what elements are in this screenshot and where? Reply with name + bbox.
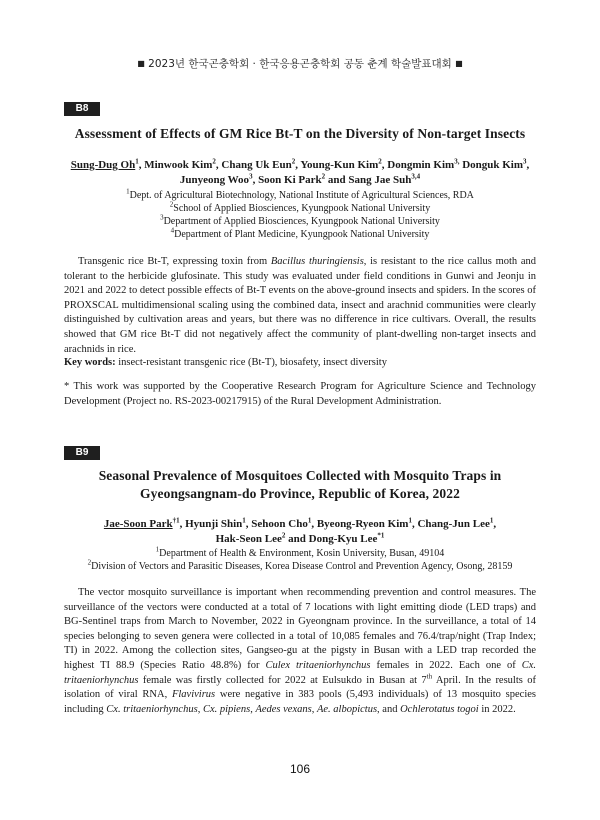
page-number: 106 <box>289 762 311 776</box>
b8-funding-note: * This work was supported by the Cooperative Research Program for Agriculture Science and Technology Development (Project no. RS-2023-00217915) of the Rural Development Administration. <box>64 381 536 407</box>
b9-affiliations: $^1$Department of Health & Environment, Kosin University, Busan, 49104 $^2$Division of Vectors and Parasitic Diseases, Korea Disease Control and Prevention Agency, Osong, 28159 <box>87 545 513 572</box>
header-text: 2023년 한국곤충학회 · 한국응용곤충학회 공동 춘계 학술발표대회 <box>148 58 452 70</box>
b8-title: Assessment of Effects of GM Rice Bt-T on the Diversity of Non-target Insects <box>74 126 526 141</box>
b9-authors: Jae-Soon Park$^{\dagger 1}$, Hyunji Shin$^1$, Sehoon Cho$^1$, Byeong-Ryeon Kim$^1$, Chang-Jun Lee$^1$, Hak-Seon Lee$^2$ and Dong-Kyu Lee$^{*1}$ <box>103 516 497 545</box>
b8-authors: Sung-Dug Oh$^1$, Minwook Kim$^2$, Chang Uk Eun$^2$, Young-Kun Kim$^2$, Dongmin Kim$^{3,}$ Donguk Kim$^3$, Junyeong Woo$^3$, Soon Ki Park$^2$ and Sang Jae Suh$^{3,4}$ <box>70 157 530 186</box>
square-bullet-icon: ■ <box>137 59 145 68</box>
section-badge-b9: B9 <box>64 446 100 460</box>
b8-keywords: Key words: insect-resistant transgenic rice (Bt-T), biosafety, insect diversity <box>64 357 387 368</box>
b8-affiliations: $^1$Dept. of Agricultural Biotechnology, National Institute of Agricultural Sciences, RDA $^2$School of Applied Biosciences, Kyungpook National University $^3$Department of Applied Biosciences, Kyungpook National University $^4$Department of Plant Medicine, Kyungpook National University <box>126 187 474 240</box>
running-header <box>0 56 600 71</box>
square-bullet-icon: ■ <box>455 59 463 68</box>
section-badge-b8: B8 <box>64 102 100 116</box>
b8-abstract: Transgenic rice Bt-T, expressing toxin from Bacillus thuringiensis, is resistant to the rice callus moth and tolerant to the herbicide glufosinate. This study was evaluated under field conditions in Gunwi and Jeonju in 2021 and 2022 to detect possible effects of Bt-T events on the above-ground insects and spiders. In the scores of PROXSCAL multidimensional scaling using the combined data, insect and arachnid communities were clearly distinguished by cultivation areas and years, but there was no difference in rice cultivars. Overall, the results showed that GM rice Bt-T did not negatively affect the community of plant-dwelling non-target insects and arachnids in rice. <box>64 256 537 355</box>
b9-abstract: The vector mosquito surveillance is important when recommending prevention and control measures. The surveillance of the vectors were conducted at a total of 7 locations with light emitting diode (LED traps) and BG-Sentinel traps from March to November, 2022 in Gyeongnam province. In the surveillance, a total of 14 species belonging to seven genera were collected in a total of 10,085 females and 76.4/trap/night (Trap Index; TI) in 2022. Among the collection sites, Gangseo-gu at the pigsty in Busan with a LED trap recorded the highest TI 88.9 (Species Ratio 48.8%) for Culex tritaeniorhynchus females in 2022. Each one of Cx. tritaeniorhynchus female was firstly collected for 2022 at Eulsukdo in Busan at 7th April. In the results of isolation of viral RNA, Flavivirus were negative in 383 pools (5,493 individuals) of 13 mosquito species including Cx. tritaeniorhynchus, Cx. pipiens, Aedes vexans, Ae. albopictus, and Ochlerotatus togoi in 2022. <box>64 587 537 715</box>
b9-title: Seasonal Prevalence of Mosquitoes Collected with Mosquito Traps in Gyeongsangnam-do Province, Republic of Korea, 2022 <box>98 468 502 501</box>
